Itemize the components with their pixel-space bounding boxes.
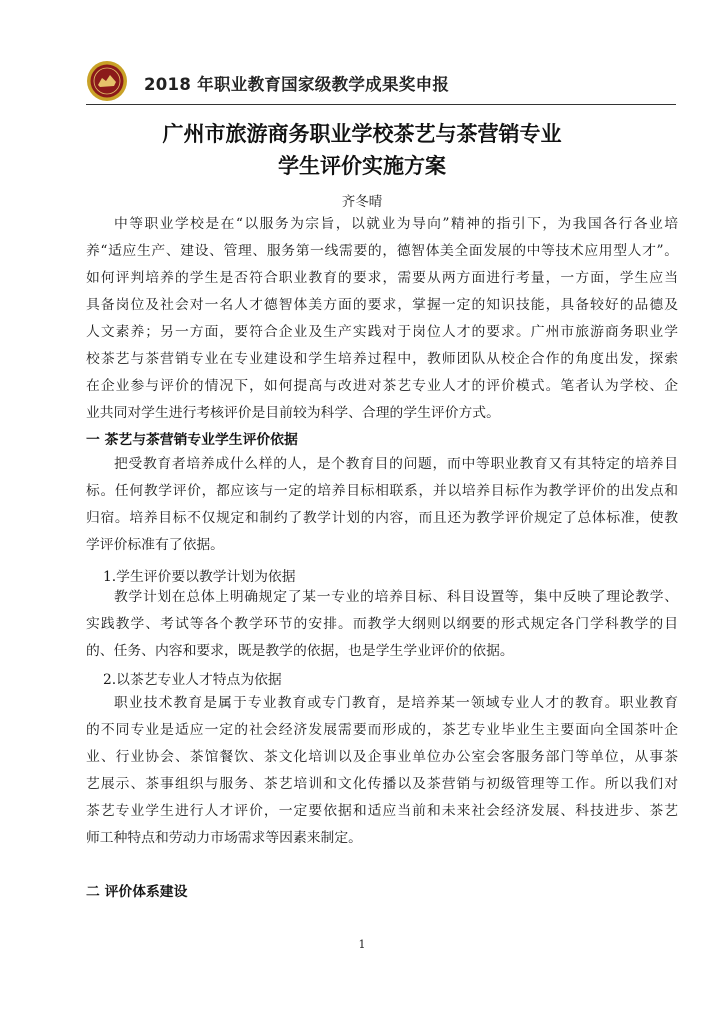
subsection-2-line: 师工种特点和劳动力市场需求等因素来制定。 xyxy=(86,830,362,846)
subsection-heading-1: 1.学生评价要以教学计划为依据 xyxy=(103,569,296,585)
intro-paragraph xyxy=(86,211,678,427)
author-name: 齐冬晴 xyxy=(341,194,383,210)
section-1-line: 标。任何教学评价，都应该与一定的培养目标相联系，并以培养目标作为教学评价的出发点和 xyxy=(86,483,678,499)
document-title-line-2: 学生评价实施方案 xyxy=(278,154,446,178)
subsection-1-line: 教学计划在总体上明确规定了某一专业的培养目标、科目设置等，集中反映了理论教学、 xyxy=(114,589,678,605)
intro-line: 在企业参与评价的情况下，如何提高与改进对茶艺专业人才的评价模式。笔者认为学校、企 xyxy=(86,378,678,394)
subsection-2-line: 的不同专业是适应一定的社会经济发展需要而形成的，茶艺专业毕业生主要面向全国茶叶企 xyxy=(86,722,678,738)
intro-line: 养“适应生产、建设、管理、服务第一线需要的，德智体美全面发展的中等技术应用型人才”。 xyxy=(86,243,678,259)
intro-line: 具备岗位及社会对一名人才德智体美方面的要求，掌握一定的知识技能，具备较好的品德及 xyxy=(86,297,678,313)
section-1-paragraph xyxy=(86,451,678,559)
intro-line: 如何评判培养的学生是否符合职业教育的要求，需要从两方面进行考量，一方面，学生应当 xyxy=(86,270,678,286)
section-1-line: 学评价标准有了依据。 xyxy=(86,537,224,553)
header-title: 2018 年职业教育国家级教学成果奖申报 xyxy=(144,75,450,94)
document-title-line-1: 广州市旅游商务职业学校茶艺与茶营销专业 xyxy=(162,122,562,146)
subsection-1-line: 实践教学、考试等各个教学环节的安排。而教学大纲则以纲要的形式规定各门学科教学的目 xyxy=(86,616,678,632)
header-divider xyxy=(86,104,676,105)
subsection-1-paragraph xyxy=(86,584,678,665)
subsection-2-line: 业、行业协会、茶馆餐饮、茶文化培训以及企事业单位办公室会客服务部门等单位，从事茶 xyxy=(86,749,678,765)
section-1-line: 把受教育者培养成什么样的人，是个教育目的问题，而中等职业教育又有其特定的培养目 xyxy=(114,456,678,472)
intro-line: 中等职业学校是在“以服务为宗旨，以就业为导向”精神的指引下，为我国各行各业培 xyxy=(114,216,678,232)
section-heading-1: 一 茶艺与茶营销专业学生评价依据 xyxy=(86,432,298,448)
section-heading-2: 二 评价体系建设 xyxy=(86,884,188,900)
intro-line: 人文素养；另一方面，要符合企业及生产实践对于岗位人才的要求。广州市旅游商务职业学 xyxy=(86,324,678,340)
subsection-heading-2: 2.以茶艺专业人才特点为依据 xyxy=(103,672,282,688)
subsection-2-line: 艺展示、茶事组织与服务、茶艺培训和文化传播以及茶营销与初级管理等工作。所以我们对 xyxy=(86,776,678,792)
subsection-2-line: 职业技术教育是属于专业教育或专门教育，是培养某一领域专业人才的教育。职业教育 xyxy=(114,695,678,711)
school-logo xyxy=(86,60,128,102)
subsection-1-line: 的、任务、内容和要求，既是教学的依据，也是学生学业评价的依据。 xyxy=(86,643,514,659)
section-1-line: 归宿。培养目标不仅规定和制约了教学计划的内容，而且还为教学评价规定了总体标准，使教 xyxy=(86,510,678,526)
page-number: 1 xyxy=(358,938,366,951)
subsection-2-paragraph xyxy=(86,690,678,852)
intro-line: 校茶艺与茶营销专业在专业建设和学生培养过程中，教师团队从校企合作的角度出发，探索 xyxy=(86,351,678,367)
intro-line: 业共同对学生进行考核评价是目前较为科学、合理的学生评价方式。 xyxy=(86,405,500,421)
document-header xyxy=(86,60,686,104)
subsection-2-line: 茶艺专业学生进行人才评价，一定要依据和适应当前和未来社会经济发展、科技进步、茶艺 xyxy=(86,803,678,819)
